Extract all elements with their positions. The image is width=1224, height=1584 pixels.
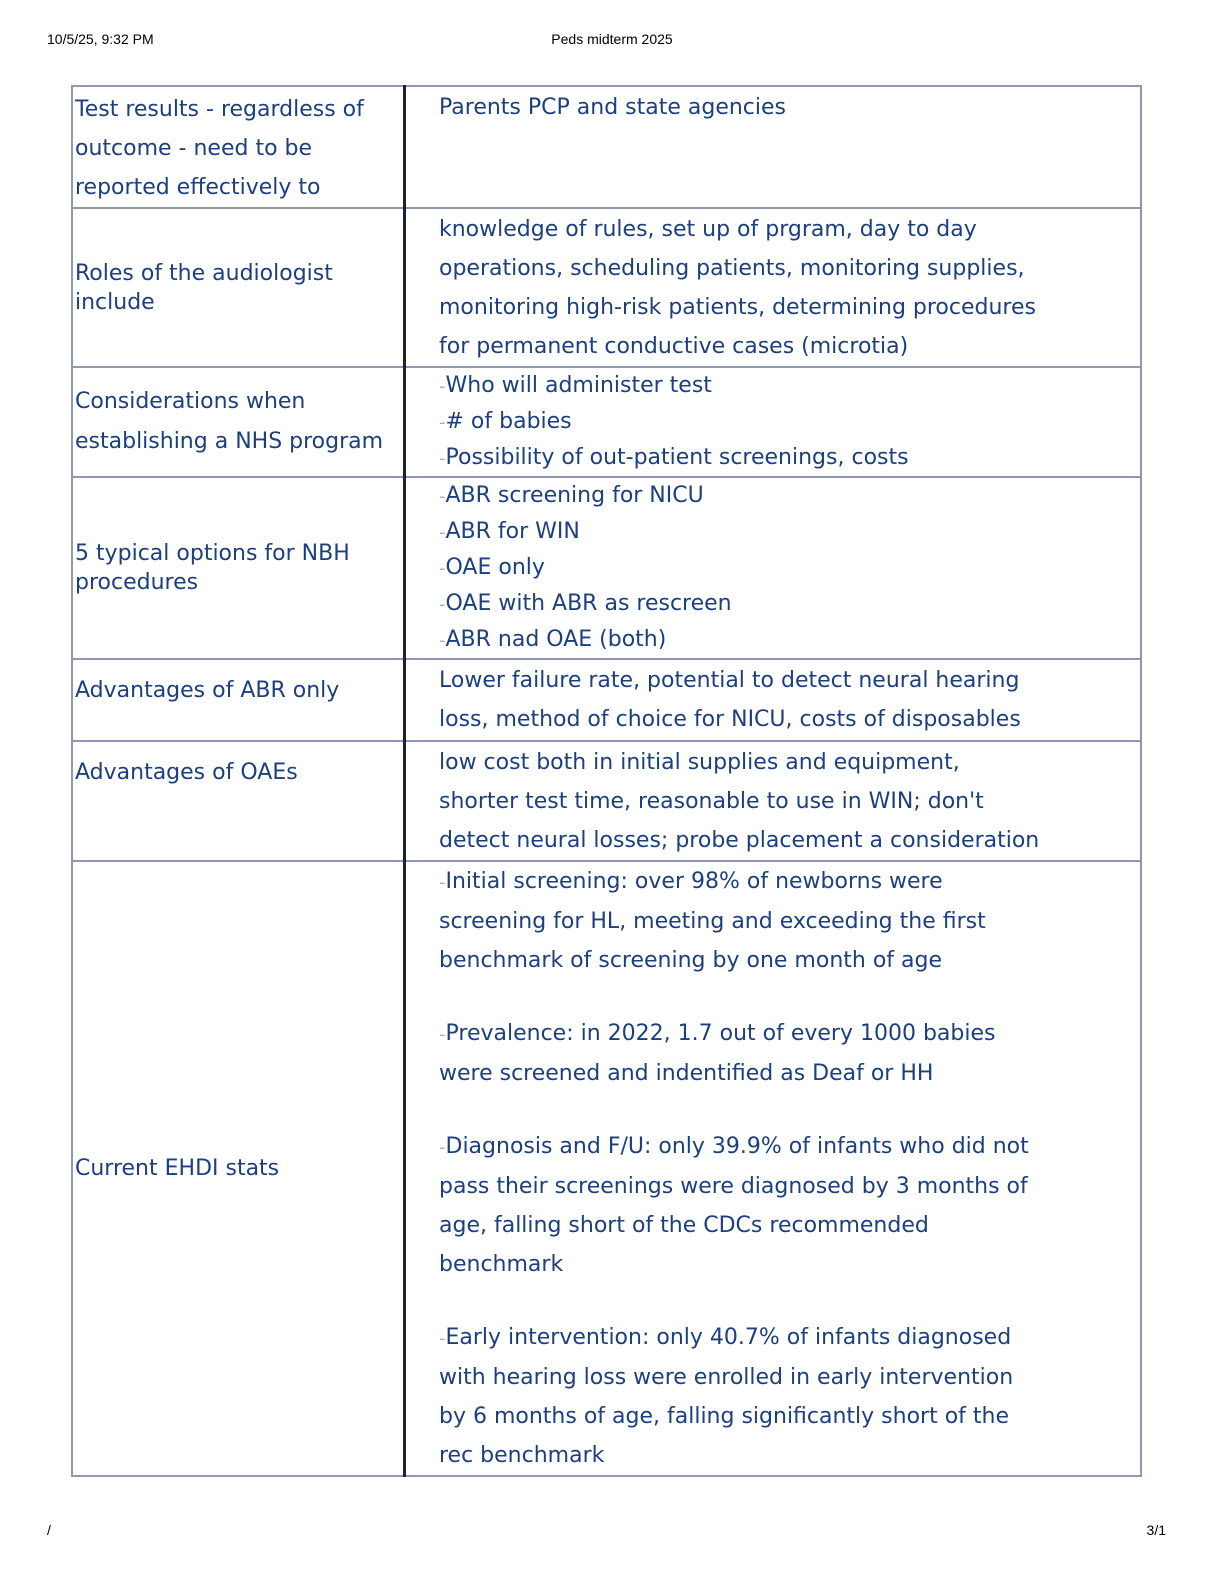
card-definition <box>405 861 1142 1476</box>
card-term: Advantages of OAEs <box>72 741 405 861</box>
card-term: Advantages of ABR only <box>72 659 405 741</box>
card-row <box>72 208 1141 367</box>
flashcard-table <box>71 85 1142 1477</box>
card-term: Current EHDI stats <box>72 861 405 1476</box>
card-row <box>72 861 1141 1476</box>
card-definition: Parents PCP and state agencies <box>405 86 1142 208</box>
card-definition: knowledge of rules, set up of prgram, day to day operations, scheduling patients, monitoring supplies, monitoring high-risk patients, determining procedures for permanent conductive cases (microtia) <box>405 208 1142 367</box>
print-datetime: 10/5/25, 9:32 PM <box>47 31 154 47</box>
footer-path: / <box>47 1522 51 1538</box>
list-item: -OAE only <box>439 555 545 580</box>
card-term: Test results - regardless of outcome - need to be reported effectively to <box>72 86 405 208</box>
list-item: -ABR nad OAE (both) <box>439 627 667 652</box>
card-row <box>72 477 1141 659</box>
list-item: -Possibility of out-patient screenings, costs <box>439 445 909 470</box>
card-row <box>72 86 1141 208</box>
card-definition <box>405 367 1142 477</box>
list-item: -# of babies <box>439 409 572 434</box>
card-row <box>72 741 1141 861</box>
card-term: 5 typical options for NBH procedures <box>72 477 405 659</box>
stat-paragraph: -Prevalence: in 2022, 1.7 out of every 1000 babies were screened and indentified as Deaf or HH <box>439 1021 996 1086</box>
card-row <box>72 367 1141 477</box>
card-definition: Lower failure rate, potential to detect neural hearing loss, method of choice for NICU, costs of disposables <box>405 659 1142 741</box>
list-item: -ABR for WIN <box>439 519 580 544</box>
card-definition <box>405 477 1142 659</box>
card-definition: low cost both in initial supplies and equipment, shorter test time, reasonable to use in WIN; don't detect neural losses; probe placement a consideration <box>405 741 1142 861</box>
card-row <box>72 659 1141 741</box>
stat-paragraph: -Early intervention: only 40.7% of infants diagnosed with hearing loss were enrolled in early intervention by 6 months of age, falling significantly short of the rec benchmark <box>439 1325 1014 1468</box>
page-title: Peds midterm 2025 <box>551 31 673 47</box>
page-number: 3/1 <box>1146 1522 1166 1538</box>
list-item: -ABR screening for NICU <box>439 483 704 508</box>
card-term: Considerations when establishing a NHS program <box>72 367 405 477</box>
list-item: -OAE with ABR as rescreen <box>439 591 732 616</box>
stat-paragraph: -Diagnosis and F/U: only 39.9% of infants who did not pass their screenings were diagnosed by 3 months of age, falling short of the CDCs recommended benchmark <box>439 1134 1029 1277</box>
stat-paragraph: -Initial screening: over 98% of newborns were screening for HL, meeting and exceeding the first benchmark of screening by one month of age <box>439 869 986 973</box>
list-item: -Who will administer test <box>439 373 712 398</box>
card-term: Roles of the audiologist include <box>72 208 405 367</box>
